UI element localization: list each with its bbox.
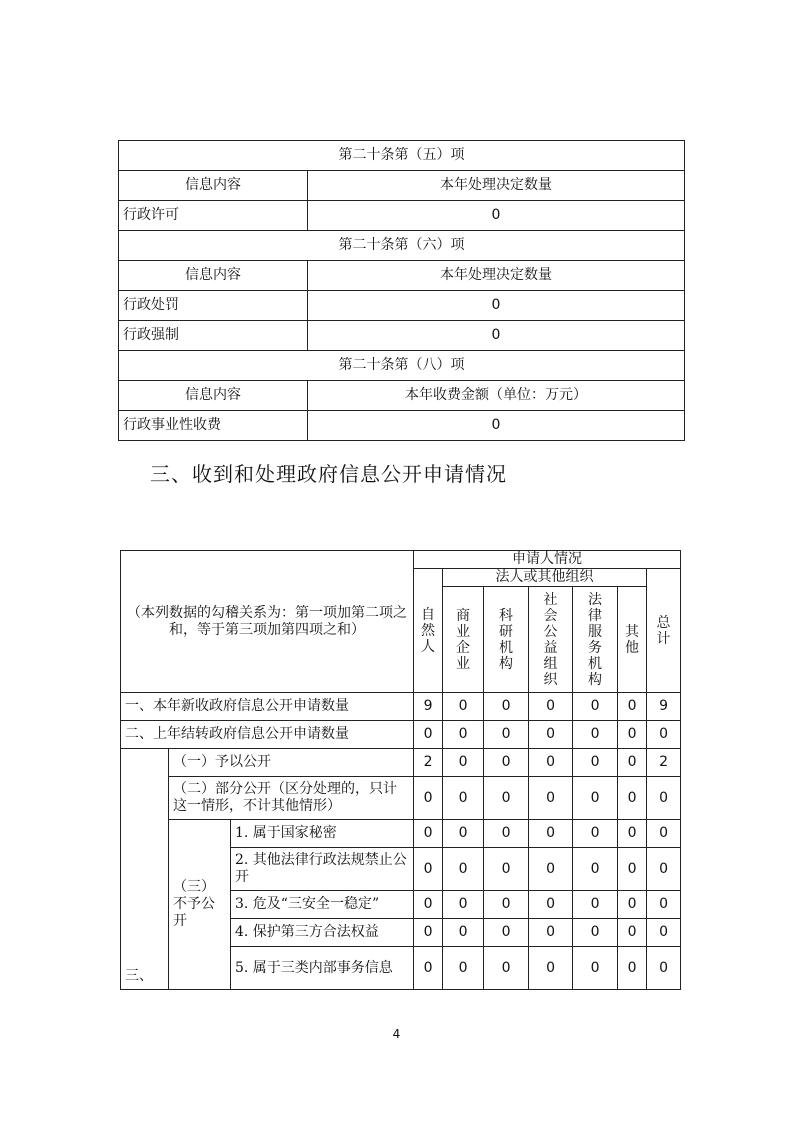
table-cell: 0 <box>484 693 529 721</box>
table-cell: 0 <box>573 777 618 820</box>
col-total: 总 计 <box>647 569 681 693</box>
table-cell: 0 <box>443 919 484 947</box>
table-cell: 0 <box>529 820 573 848</box>
row-value: 0 <box>308 201 685 231</box>
table-cell: 0 <box>443 947 484 990</box>
row-security-stability-label: 3. 危及“三安全一稳定” <box>231 891 414 919</box>
section-heading: 三、收到和处理政府信息公开申请情况 <box>150 462 507 486</box>
table-cell: 0 <box>529 777 573 820</box>
col-header-count: 本年处理决定数量 <box>308 171 685 201</box>
col-header-info: 信息内容 <box>119 261 308 291</box>
row-value: 0 <box>308 321 685 351</box>
not-disclosed-label: （三）不予公开 <box>169 820 231 990</box>
table-cell: 0 <box>484 820 529 848</box>
table-cell: 0 <box>573 848 618 891</box>
col-legal-service: 法 律 服 务 机 构 <box>573 587 618 693</box>
table-cell: 0 <box>647 777 681 820</box>
table-cell: 0 <box>618 848 647 891</box>
table-cell: 0 <box>529 693 573 721</box>
table-cell: 0 <box>484 721 529 749</box>
table-cell: 0 <box>414 820 443 848</box>
table-cell: 0 <box>529 919 573 947</box>
col-business: 商 业 企 业 <box>443 587 484 693</box>
table-cell: 0 <box>573 947 618 990</box>
table-cell: 9 <box>414 693 443 721</box>
col-header-info: 信息内容 <box>119 171 308 201</box>
table-cell: 0 <box>618 820 647 848</box>
page-number: 4 <box>392 1027 401 1041</box>
row-label: 行政强制 <box>119 321 308 351</box>
table-cell: 2 <box>414 749 443 777</box>
table-cell: 0 <box>618 749 647 777</box>
table-cell: 0 <box>484 749 529 777</box>
table-cell: 0 <box>618 891 647 919</box>
table-cell: 0 <box>529 947 573 990</box>
table-cell: 0 <box>647 848 681 891</box>
col-natural-person: 自 然 人 <box>414 569 443 693</box>
table-cell: 0 <box>529 848 573 891</box>
row-state-secret-label: 1. 属于国家秘密 <box>231 820 414 848</box>
disclosure-table-article-20 <box>118 140 685 441</box>
table-cell: 0 <box>443 749 484 777</box>
table-cell: 0 <box>484 891 529 919</box>
table-cell: 0 <box>484 848 529 891</box>
row-disclosed-label: （一）予以公开 <box>169 749 414 777</box>
table-cell: 0 <box>573 919 618 947</box>
table-cell: 0 <box>414 777 443 820</box>
applicant-header: 申请人情况 <box>414 551 681 569</box>
table-cell: 0 <box>573 820 618 848</box>
application-stats-table <box>120 550 681 990</box>
table-cell: 0 <box>443 693 484 721</box>
col-header-amount: 本年收费金额（单位：万元） <box>308 381 685 411</box>
row-law-prohibited-label: 2. 其他法律行政法规禁止公开 <box>231 848 414 891</box>
table-cell: 0 <box>414 848 443 891</box>
table-cell: 0 <box>443 848 484 891</box>
row-value: 0 <box>308 291 685 321</box>
section-title-8: 第二十条第（八）项 <box>119 351 685 381</box>
col-social: 社 会 公 益 组 织 <box>529 587 573 693</box>
table-cell: 0 <box>647 947 681 990</box>
row-internal-affairs-label: 5. 属于三类内部事务信息 <box>231 947 414 990</box>
table-cell: 0 <box>414 947 443 990</box>
table-cell: 0 <box>647 820 681 848</box>
table-cell: 0 <box>529 721 573 749</box>
row-carried-over-label: 二、上年结转政府信息公开申请数量 <box>121 721 414 749</box>
table-cell: 0 <box>618 919 647 947</box>
table-cell: 0 <box>414 919 443 947</box>
table-cell: 0 <box>618 693 647 721</box>
col-header-count: 本年处理决定数量 <box>308 261 685 291</box>
table-cell: 0 <box>573 749 618 777</box>
table-cell: 0 <box>573 721 618 749</box>
table-cell: 0 <box>618 777 647 820</box>
table-cell: 0 <box>443 820 484 848</box>
table-cell: 0 <box>647 891 681 919</box>
table-cell: 0 <box>484 947 529 990</box>
table-cell: 0 <box>484 919 529 947</box>
row-third-party-label: 4. 保护第三方合法权益 <box>231 919 414 947</box>
table-cell: 0 <box>443 777 484 820</box>
table-cell: 0 <box>573 693 618 721</box>
section-title-6: 第二十条第（六）项 <box>119 231 685 261</box>
col-research: 科 研 机 构 <box>484 587 529 693</box>
group-3-label: 三、 <box>121 749 169 990</box>
table-cell: 0 <box>647 721 681 749</box>
section-title-5: 第二十条第（五）项 <box>119 141 685 171</box>
col-header-info: 信息内容 <box>119 381 308 411</box>
row-new-requests-label: 一、本年新收政府信息公开申请数量 <box>121 693 414 721</box>
row-label: 行政事业性收费 <box>119 411 308 441</box>
row-value: 0 <box>308 411 685 441</box>
row-partial-label: （二）部分公开（区分处理的，只计这一情形，不计其他情形） <box>169 777 414 820</box>
table-cell: 0 <box>573 891 618 919</box>
table-cell: 2 <box>647 749 681 777</box>
row-label: 行政处罚 <box>119 291 308 321</box>
table-cell: 0 <box>618 721 647 749</box>
table-cell: 0 <box>529 891 573 919</box>
legal-entity-header: 法人或其他组织 <box>443 569 647 587</box>
note-cell: （本列数据的勾稽关系为：第一项加第二项之和，等于第三项加第四项之和） <box>121 551 414 693</box>
table-cell: 9 <box>647 693 681 721</box>
table-cell: 0 <box>414 891 443 919</box>
table-cell: 0 <box>484 777 529 820</box>
table-cell: 0 <box>443 891 484 919</box>
table-cell: 0 <box>443 721 484 749</box>
row-label: 行政许可 <box>119 201 308 231</box>
table-cell: 0 <box>618 947 647 990</box>
col-other: 其 他 <box>618 587 647 693</box>
table-cell: 0 <box>647 919 681 947</box>
table-cell: 0 <box>529 749 573 777</box>
table-cell: 0 <box>414 721 443 749</box>
